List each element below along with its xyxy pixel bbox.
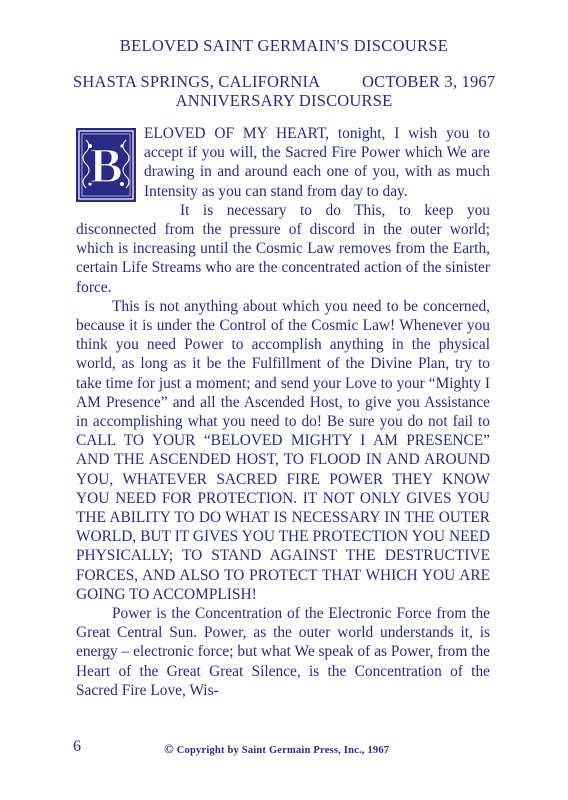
- paragraph-3: This is not anything about which you need to be concerned, because it is under the Control of the Cosmic Law! Whenever you think you need Power to accomplish anything in the physical world, as long as it be the Fulfillment of the Divine Plan, try to take time for just a moment; and send your Love to your “Mighty I AM Presence” and all the Ascended Host, to give you Assistance in accomplishing what you need to do! Be sure you do not fail to CALL TO YOUR “BELOVED MIGHTY I AM PRESENCE” AND THE ASCENDED HOST, TO FLOOD IN AND AROUND YOU, WHATEVER SACRED FIRE POWER THEY KNOW YOU NEED FOR PROTECTION. IT NOT ONLY GIVES YOU THE ABILITY TO DO WHAT IS NECESSARY IN THE OUTER WORLD, BUT IT GIVES YOU THE PROTECTION YOU NEED PHYSICALLY; TO STAND AGAINST THE DESTRUCTIVE FORCES, AND ALSO TO PROTECT THAT WHICH YOU ARE GOING TO ACCOMPLISH!: [76, 297, 490, 603]
- paragraph-4: Power is the Concentration of the Electronic Force from the Great Central Sun. Power, as the outer world understands it, is energy – electronic force; but what We speak of as Power, from the Heart of the Great Great Silence, is the Concentration of the Sacred Fire Love, Wis-: [76, 605, 490, 699]
- discourse-body: [76, 124, 490, 700]
- paragraph-2: It is necessary to do This, to keep you disconnected from the pressure of discord in the outer world; which is increasing until the Cosmic Law removes from the Earth, certain Life Streams who are the concentrated action of the sinister force.: [76, 201, 490, 296]
- discourse-date: OCTOBER 3, 1967: [362, 72, 496, 91]
- discourse-subtitle: ANNIVERSARY DISCOURSE: [175, 91, 393, 110]
- paragraph-1-text: ELOVED OF MY HEART, tonight, I wish you to accept if you will, the Sacred Fire Power which We are drawing in and around each one of you, with as much Intensity as you can stand from day to day.: [144, 125, 490, 200]
- page-number: 6: [73, 738, 81, 755]
- dropcap-letter: B: [89, 137, 123, 193]
- discourse-title: BELOVED SAINT GERMAIN'S DISCOURSE: [119, 36, 449, 55]
- discourse-location: SHASTA SPRINGS, CALIFORNIA: [73, 72, 321, 91]
- paragraph-1: [76, 124, 490, 201]
- ornate-initial-b-icon: [76, 128, 136, 202]
- copyright-text: Copyright by Saint Germain Press, Inc., 1967: [176, 745, 390, 756]
- copyright-icon: ©: [164, 741, 174, 756]
- copyright-notice: [164, 741, 389, 757]
